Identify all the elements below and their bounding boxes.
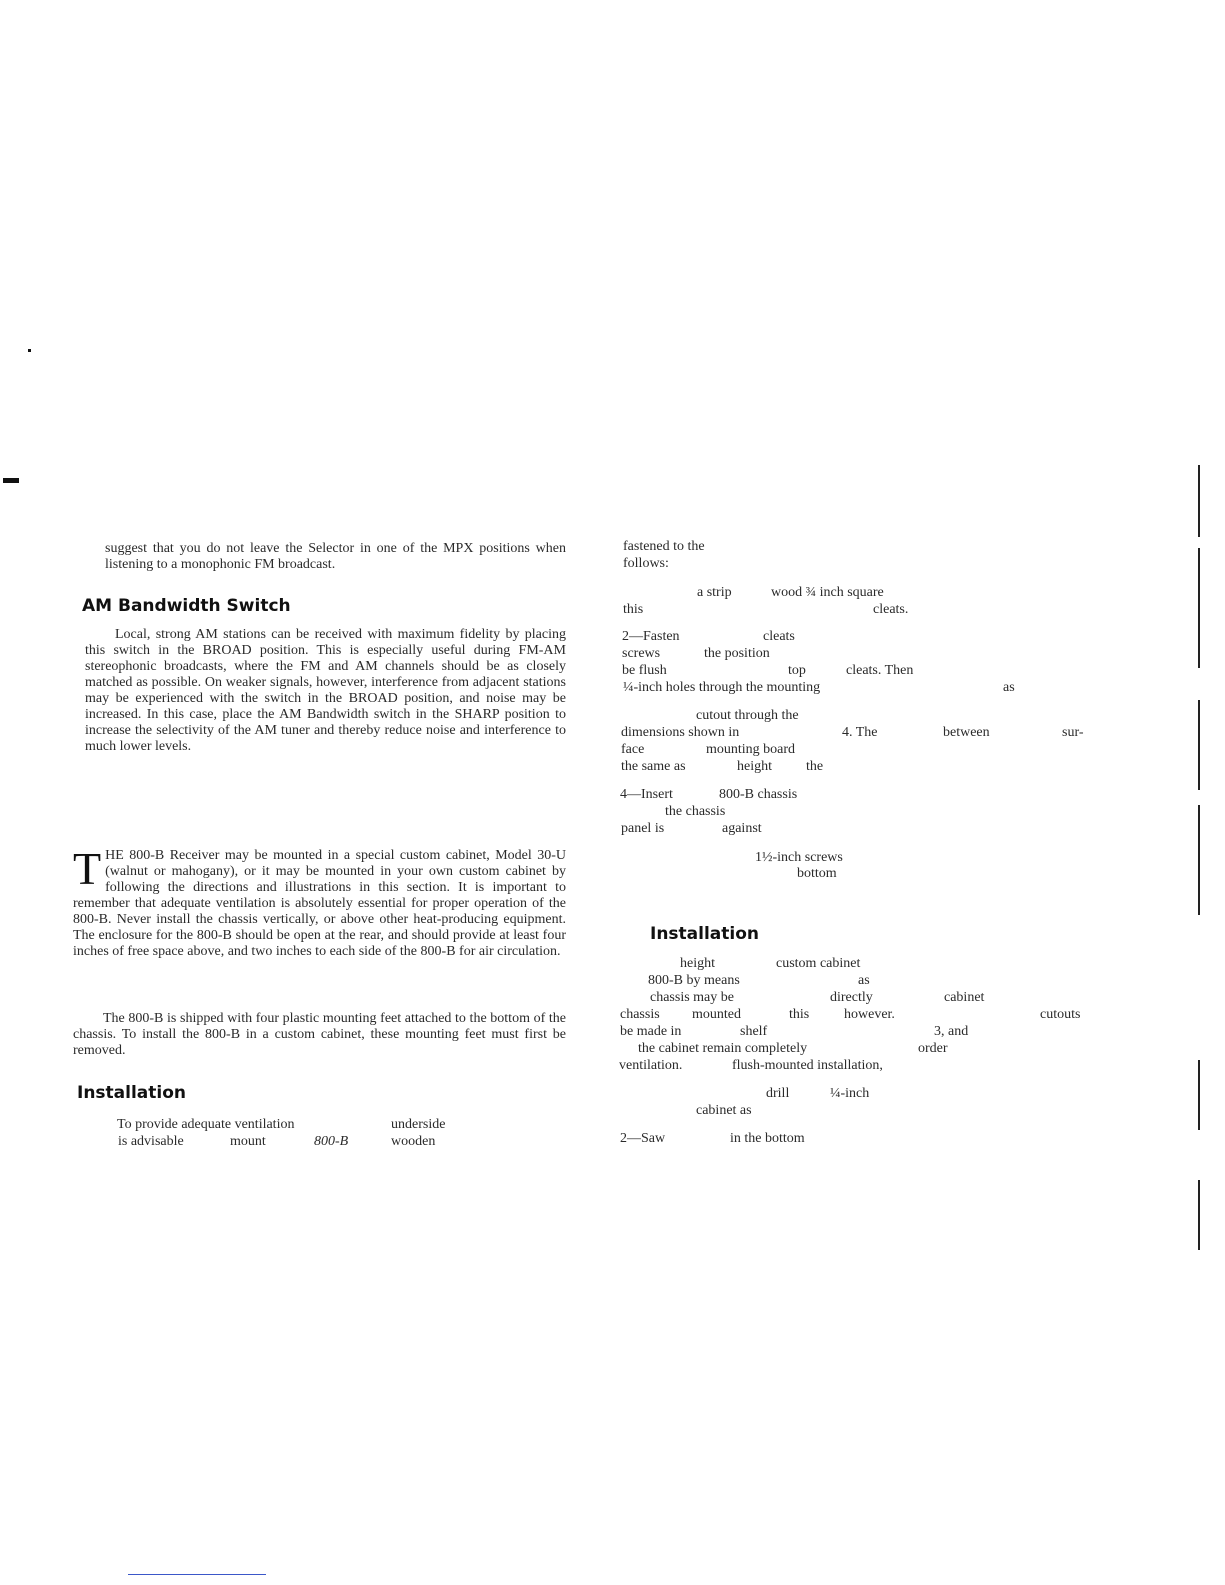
- text-fragment: be flush: [622, 663, 667, 678]
- text-fragment: mounted: [692, 1007, 741, 1022]
- text-fragment: sur-: [1062, 725, 1084, 740]
- text-fragment: shelf: [740, 1024, 768, 1039]
- text-fragment: directly: [830, 990, 873, 1005]
- text-fragment: underside: [391, 1117, 446, 1132]
- text-fragment: this: [789, 1007, 810, 1022]
- footer-underline: [128, 1574, 266, 1575]
- text-fragment: top: [788, 663, 806, 678]
- text-fragment: in the bottom: [730, 1131, 805, 1146]
- text-fragment: 3, and: [934, 1024, 969, 1039]
- text-fragment: height: [680, 956, 715, 971]
- text-fragment: a strip: [697, 585, 732, 600]
- text-fragment: To provide adequate ventilation: [117, 1117, 295, 1132]
- text-fragment: fastened to the: [623, 539, 705, 554]
- text-fragment: dimensions shown in: [621, 725, 740, 740]
- text-fragment: cabinet as: [696, 1103, 752, 1118]
- text-fragment: mount: [230, 1134, 266, 1149]
- text-fragment: mounting board: [706, 742, 796, 757]
- text-fragment: be made in: [620, 1024, 682, 1039]
- text-fragment: ventilation.: [619, 1058, 683, 1073]
- text-fragment: screws: [622, 646, 661, 661]
- text-fragment: ¼-inch holes through the mounting: [623, 680, 821, 695]
- mounting-paragraph: HE 800-B Receiver may be mounted in a special custom cabinet, Model 30-U (walnut or mahogany), or it may be mounted in your own custom cabinet by following the directions and illustrations in this section. It is important to remember that adequate ventilation is absolutely essential for proper operation of the 800-B. Never install the chassis vertically, or above other heat-producing equipment. The enclosure for the 800-B should be open at the rear, and should provide at least four inches of free space above, and two inches to each side of the 800-B for air circulation.: [73, 848, 566, 959]
- binding-rule: [1198, 465, 1200, 537]
- text-fragment: flush-mounted installation,: [732, 1058, 883, 1073]
- text-fragment: ¼-inch: [830, 1086, 870, 1101]
- text-fragment: 1½-inch screws: [755, 850, 843, 865]
- text-fragment: 800-B by means: [648, 973, 740, 988]
- text-fragment: bottom: [797, 866, 837, 881]
- text-fragment: the cabinet remain completely: [638, 1041, 808, 1056]
- mounting-paragraph-block: [73, 843, 566, 960]
- am-bandwidth-heading: AM Bandwidth Switch: [82, 596, 291, 616]
- am-bandwidth-paragraph: Local, strong AM stations can be received with maximum fidelity by placing this switch in the BROAD position. This is especially useful during FM-AM stereophonic broadcasts, where the FM and AM channels should be as closely matched as possible. On weaker signals, however, interference from adjacent stations may be experienced with the switch in the BROAD position, and noise may be increased. In this case, place the AM Bandwidth switch in the SHARP position to increase the selectivity of the AM tuner and thereby reduce noise and interference to much lower levels.: [85, 627, 566, 754]
- text-fragment: custom cabinet: [776, 956, 861, 971]
- text-fragment: 2—Fasten: [622, 629, 680, 644]
- text-fragment: however.: [844, 1007, 895, 1022]
- binding-rule: [1198, 805, 1200, 915]
- text-fragment: the: [806, 759, 824, 774]
- text-fragment: cabinet: [944, 990, 985, 1005]
- text-fragment: panel is: [621, 821, 665, 836]
- binding-rule: [1198, 1060, 1200, 1130]
- text-fragment: drill: [766, 1086, 790, 1101]
- margin-dot: [28, 349, 31, 352]
- text-fragment: follows:: [623, 556, 669, 571]
- text-fragment: order: [918, 1041, 948, 1056]
- text-fragment: the same as: [621, 759, 686, 774]
- text-fragment: chassis: [620, 1007, 660, 1022]
- text-fragment: 4—Insert: [620, 787, 673, 802]
- text-fragment: as: [1003, 680, 1015, 695]
- text-fragment: wooden: [391, 1134, 436, 1149]
- installation-heading-left: Installation: [77, 1083, 187, 1103]
- mounting-feet-paragraph: The 800-B is shipped with four plastic mounting feet attached to the bottom of the chassis. To install the 800-B in a custom cabinet, these mounting feet must first be removed.: [73, 1011, 566, 1058]
- text-fragment: between: [943, 725, 990, 740]
- text-fragment: 2—Saw: [620, 1131, 666, 1146]
- text-fragment: is advisable: [118, 1134, 184, 1149]
- text-fragment: cutouts: [1040, 1007, 1081, 1022]
- text-fragment: this: [623, 602, 644, 617]
- text-fragment: against: [722, 821, 762, 836]
- intro-paragraph: suggest that you do not leave the Selector in one of the MPX positions when listening to a monophonic FM broadcast.: [105, 541, 566, 572]
- text-fragment: 4. The: [842, 725, 878, 740]
- text-fragment: cleats: [763, 629, 795, 644]
- margin-dash: [3, 478, 19, 483]
- text-fragment: 800-B chassis: [719, 787, 798, 802]
- installation-heading-right: Installation: [650, 924, 760, 944]
- text-fragment: height: [737, 759, 772, 774]
- binding-rule: [1198, 700, 1200, 790]
- text-fragment: wood ¾ inch square: [771, 585, 884, 600]
- drop-cap: T: [73, 843, 102, 894]
- binding-rule: [1198, 548, 1200, 668]
- binding-rule: [1198, 1180, 1200, 1250]
- text-fragment: cleats. Then: [846, 663, 914, 678]
- text-fragment: the position: [704, 646, 770, 661]
- text-fragment: cutout through the: [696, 708, 799, 723]
- text-fragment: the chassis: [665, 804, 726, 819]
- text-fragment: face: [621, 742, 645, 757]
- text-fragment: as: [858, 973, 870, 988]
- text-fragment: chassis may be: [650, 990, 734, 1005]
- text-fragment: cleats.: [873, 602, 909, 617]
- text-fragment: 800-B: [314, 1134, 349, 1149]
